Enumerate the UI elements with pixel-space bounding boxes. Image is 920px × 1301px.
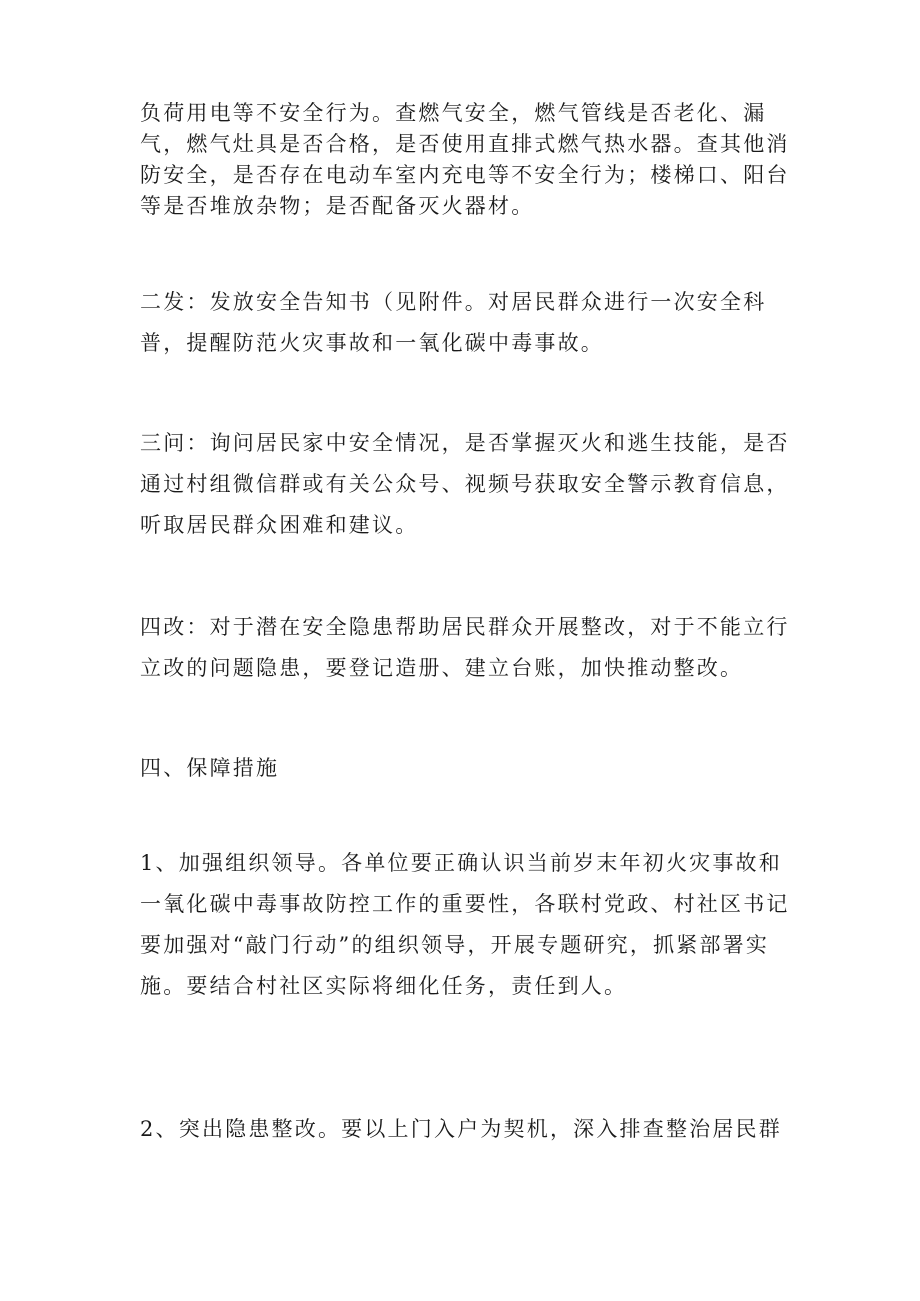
paragraph-inquire: 三问：询问居民家中安全情况，是否掌握灭火和逃生技能，是否通过村组微信群或有关公众号、视频号获取安全警示教育信息，听取居民群众困难和建议。: [140, 431, 790, 537]
paragraph-rectify: 四改：对于潜在安全隐患帮助居民群众开展整改，对于不能立行立改的问题隐患，要登记造册、建立台账，加快推动整改。: [140, 615, 790, 680]
paragraph-distribute-notice: 二发：发放安全告知书（见附件。对居民群众进行一次安全科普，提醒防范火灾事故和一氧化碳中毒事故。: [140, 290, 767, 355]
section-heading-safeguards: 四、保障措施: [140, 756, 280, 780]
paragraph-organization-leadership: 1、加强组织领导。各单位要正确认识当前岁末年初火灾事故和一氧化碳中毒事故防控工作的重要性，各联村党政、村社区书记要加强对“敲门行动”的组织领导，开展专题研究，抓紧部署实施。要结合村社区实际将细化任务，责任到人。: [140, 851, 790, 998]
paragraph-check-safety: 负荷用电等不安全行为。查燃气安全，燃气管线是否老化、漏气，燃气灶具是否合格，是否使用直排式燃气热水器。查其他消防安全，是否存在电动车室内充电等不安全行为；楼梯口、阳台等是否堆放杂物；是否配备灭火器材。: [140, 101, 790, 218]
paragraph-hazard-rectification: 2、突出隐患整改。要以上门入户为契机，深入排查整治居民群: [140, 1117, 782, 1141]
